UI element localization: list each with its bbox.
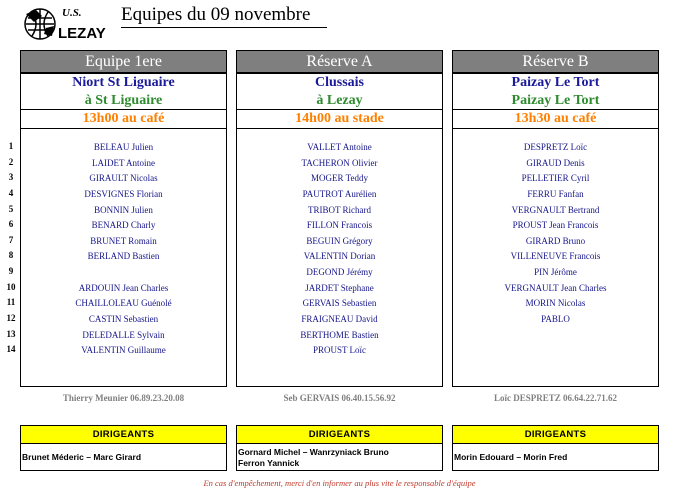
row-number: 1 (8, 141, 14, 151)
player-list (453, 140, 658, 359)
player-name: GERVAIS Sebastien (302, 298, 377, 309)
row-number: 6 (8, 219, 14, 230)
player-name: DESVIGNES Florian (84, 188, 163, 199)
team-location: à Lezay (316, 93, 363, 108)
team-meeting: 14h00 au stade (237, 109, 442, 129)
player-name: VERGNAULT Jean Charles (504, 282, 607, 293)
dirigeants-header: DIRIGEANTS (237, 426, 442, 444)
team-contact: Loïc DESPRETZ 06.64.22.71.62 (493, 393, 617, 403)
player-name (453, 328, 658, 344)
team-contact: Thierry Meunier 06.89.23.20.08 (62, 393, 185, 403)
player-name: ARDOUIN Jean Charles (78, 282, 169, 293)
team-name: Réserve A (237, 51, 442, 74)
logo-club-name: LEZAY (58, 25, 106, 42)
team-panel-reserve-a (236, 50, 443, 387)
player-name: BERLAND Bastien (87, 251, 160, 262)
player-name: FRAIGNEAU David (301, 314, 378, 325)
dirigeants-header: DIRIGEANTS (21, 426, 226, 444)
team-name: Equipe 1ere (21, 51, 226, 74)
team-name: Réserve B (453, 51, 658, 74)
player-name: VALENTIN Guillaume (81, 345, 166, 356)
player-name: FILLON Francois (306, 220, 373, 231)
dirigeants-list (21, 444, 226, 471)
player-name: GIRARD Bruno (525, 235, 586, 246)
player-name: BEGUIN Grégory (306, 235, 373, 246)
player-name: LAIDET Antoine (91, 157, 156, 168)
team-opponent: Clussais (314, 75, 365, 90)
team-opponent: Paizay Le Tort (511, 75, 600, 90)
row-number: 5 (8, 203, 14, 214)
player-name: BELEAU Julien (93, 142, 154, 152)
player-name: TACHERON Olivier (301, 157, 378, 168)
dirigeant-entry: Brunet Méderic – Marc Girard (22, 452, 142, 462)
dirigeant-entry: Ferron Yannick (238, 457, 300, 468)
team-location: Paizay Le Tort (511, 93, 600, 108)
player-name: VERGNAULT Bertrand (511, 204, 600, 215)
player-list (237, 140, 442, 359)
player-name: FERRU Fanfan (527, 188, 584, 199)
player-list (21, 140, 226, 359)
player-name (453, 343, 658, 359)
player-name: BONNIN Julien (94, 204, 153, 215)
player-name: TRIBOT Richard (307, 204, 372, 215)
row-number: 4 (8, 187, 14, 198)
page-title: Equipes du 09 novembre (121, 4, 311, 25)
row-number: 3 (8, 172, 14, 183)
dirigeants-list (237, 444, 442, 471)
player-name: JARDET Stephane (305, 282, 374, 293)
team-location: à St Liguaire (84, 93, 163, 108)
player-name: BRUNET Romain (90, 235, 157, 246)
player-name: MOGER Teddy (311, 173, 368, 184)
player-name: DEGOND Jérémy (306, 267, 373, 278)
dirigeants-header: DIRIGEANTS (453, 426, 658, 444)
player-name: PROUST Jean Francois (512, 220, 599, 231)
row-number: 9 (8, 266, 14, 277)
row-number: 7 (8, 234, 14, 245)
player-name: DELEDALLE Sylvain (82, 329, 165, 340)
dirigeants-box (236, 425, 443, 471)
dirigeants-box (452, 425, 659, 471)
dirigeant-entry: Morin Edouard – Morin Fred (454, 452, 568, 462)
player-name: PABLO (541, 314, 570, 325)
dirigeants-box (20, 425, 227, 471)
player-name: BERTHOME Bastien (300, 329, 379, 340)
team-opponent: Niort St Liguaire (72, 75, 175, 90)
team-contact: Seb GERVAIS 06.40.15.56.92 (283, 393, 396, 403)
row-number: 2 (8, 156, 14, 167)
row-number: 14 (6, 344, 16, 355)
player-name: BENARD Charly (91, 220, 156, 231)
player-name: CASTIN Sebastien (88, 314, 159, 325)
title-underline (121, 27, 327, 28)
team-panel-equipe-1ere (20, 50, 227, 387)
player-name: PIN Jérôme (534, 267, 577, 278)
row-number: 11 (6, 297, 16, 308)
player-name: PELLETIER Cyril (521, 173, 590, 184)
row-number: 12 (6, 313, 16, 324)
player-name: DESPRETZ Loïc (523, 142, 588, 152)
row-numbers (4, 139, 18, 358)
team-meeting: 13h30 au café (453, 109, 658, 129)
dirigeants-list (453, 444, 658, 471)
player-name: VILLENEUVE Francois (510, 251, 601, 262)
team-meeting: 13h00 au café (21, 109, 226, 129)
dirigeant-entry: Gornard Michel – Wanrzyniack Bruno (238, 446, 389, 457)
row-number: 10 (6, 281, 16, 292)
player-name: GIRAULT Nicolas (89, 173, 158, 184)
logo-club-text: U.S. (62, 7, 82, 19)
team-panel-reserve-b (452, 50, 659, 387)
player-name: VALLET Antoine (307, 142, 372, 152)
player-name: PAUTROT Aurélien (302, 188, 377, 199)
player-name: MORIN Nicolas (525, 298, 586, 309)
row-number: 13 (6, 328, 16, 339)
player-name: PROUST Loïc (312, 345, 367, 356)
footer-note: En cas d'empêchement, merci d'en informer au plus vite le responsable d'équipe (203, 478, 476, 488)
row-number: 8 (8, 250, 14, 261)
club-logo (22, 4, 118, 42)
player-name: CHAILLOLEAU Guénolé (75, 298, 172, 309)
player-name (21, 265, 226, 281)
player-name: GIRAUD Denis (526, 157, 585, 168)
player-name: VALENTIN Dorian (303, 251, 376, 262)
